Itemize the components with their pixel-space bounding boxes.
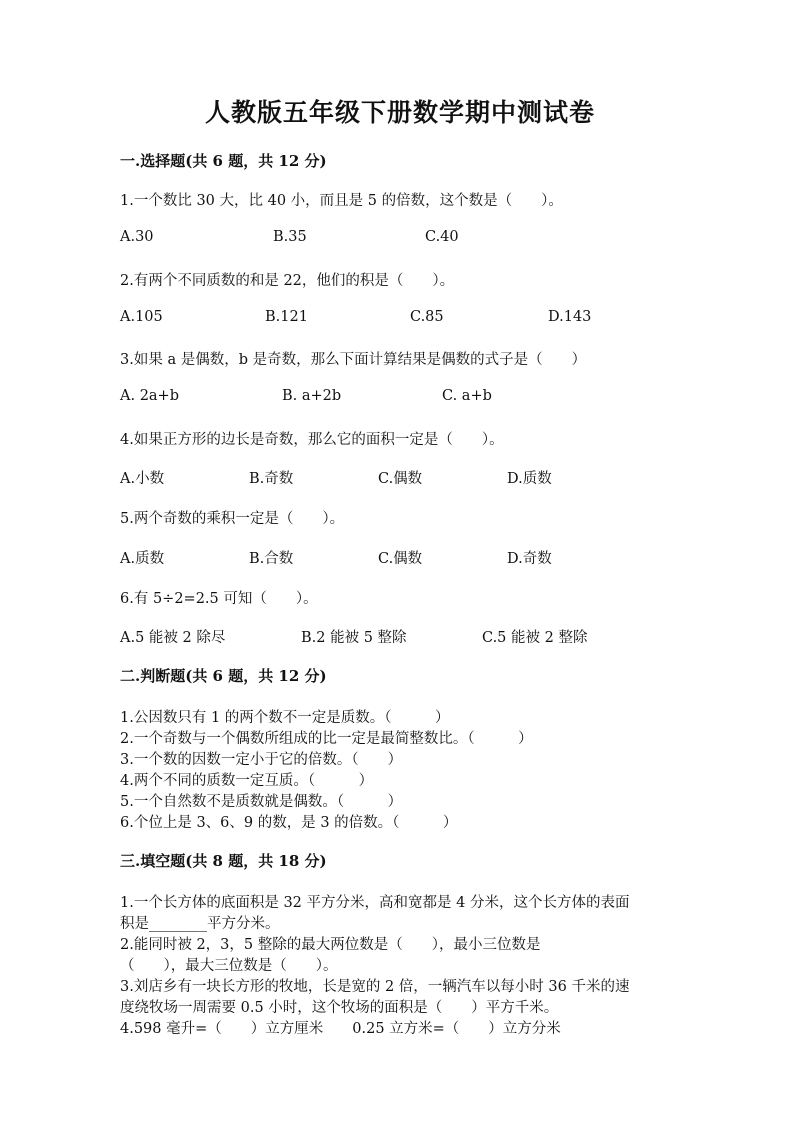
judgment-item: 3.一个数的因数一定小于它的倍数。（ ） xyxy=(120,752,403,768)
option-b: B.奇数 xyxy=(249,471,294,487)
fill-blank-line: （ ），最大三位数是（ ）。 xyxy=(120,958,338,974)
question-text: 2.有两个不同质数的和是 22，他们的积是（ ）。 xyxy=(120,273,455,289)
option-c: C.85 xyxy=(410,309,444,325)
question-text: 5.两个奇数的乘积一定是（ ）。 xyxy=(120,511,345,527)
section-header-judgment: 二.判断题(共 6 题，共 12 分) xyxy=(120,667,327,685)
judgment-item: 4.两个不同的质数一定互质。（ ） xyxy=(120,773,374,789)
judgment-item: 5.一个自然数不是质数就是偶数。（ ） xyxy=(120,794,403,810)
question-text: 6.有 5÷2=2.5 可知（ ）。 xyxy=(120,591,318,607)
option-a: A. 2a+b xyxy=(120,388,179,404)
fill-blank-line: 2.能同时被 2，3，5 整除的最大两位数是（ ），最小三位数是 xyxy=(120,937,541,953)
option-a: A.105 xyxy=(120,309,163,325)
option-c: C.偶数 xyxy=(378,471,423,487)
option-b: B.121 xyxy=(265,309,308,325)
option-c: C.偶数 xyxy=(378,551,423,567)
fill-blank-line: 积是________平方分米。 xyxy=(120,916,280,932)
option-c: C.5 能被 2 整除 xyxy=(482,630,588,646)
judgment-item: 2.一个奇数与一个偶数所组成的比一定是最简整数比。（ ） xyxy=(120,731,533,747)
fill-blank-line: 1.一个长方体的底面积是 32 平方分米，高和宽都是 4 分米，这个长方体的表面 xyxy=(120,895,630,911)
fill-blank-line: 度绕牧场一周需要 0.5 小时，这个牧场的面积是（ ）平方千米。 xyxy=(120,1000,559,1016)
question-text: 1.一个数比 30 大，比 40 小，而且是 5 的倍数，这个数是（ ）。 xyxy=(120,193,563,209)
question-text: 4.如果正方形的边长是奇数，那么它的面积一定是（ ）。 xyxy=(120,432,504,448)
option-c: C.40 xyxy=(425,229,459,245)
question-text: 3.如果 a 是偶数，b 是奇数，那么下面计算结果是偶数的式子是（ ） xyxy=(120,352,587,368)
page-title: 人教版五年级下册数学期中测试卷 xyxy=(204,98,595,127)
option-a: A.小数 xyxy=(120,471,165,487)
option-b: B.2 能被 5 整除 xyxy=(301,630,407,646)
judgment-item: 1.公因数只有 1 的两个数不一定是质数。（ ） xyxy=(120,710,450,726)
option-d: D.质数 xyxy=(507,471,552,487)
judgment-item: 6.个位上是 3、6、9 的数，是 3 的倍数。（ ） xyxy=(120,815,458,831)
option-b: B.35 xyxy=(273,229,307,245)
fill-blank-line: 3.刘店乡有一块长方形的牧地，长是宽的 2 倍，一辆汽车以每小时 36 千米的速 xyxy=(120,979,630,995)
option-a: A.30 xyxy=(120,229,154,245)
section-header-choice: 一.选择题(共 6 题，共 12 分) xyxy=(120,152,327,170)
option-b: B.合数 xyxy=(249,551,294,567)
option-b: B. a+2b xyxy=(282,388,342,404)
section-header-fill-blank: 三.填空题(共 8 题，共 18 分) xyxy=(120,852,327,870)
option-a: A.5 能被 2 除尽 xyxy=(120,630,226,646)
option-d: D.奇数 xyxy=(507,551,552,567)
option-d: D.143 xyxy=(548,309,592,325)
option-a: A.质数 xyxy=(120,551,165,567)
fill-blank-line: 4.598 毫升=（ ）立方厘米 0.25 立方米=（ ）立方分米 xyxy=(120,1021,561,1037)
option-c: C. a+b xyxy=(442,388,492,404)
